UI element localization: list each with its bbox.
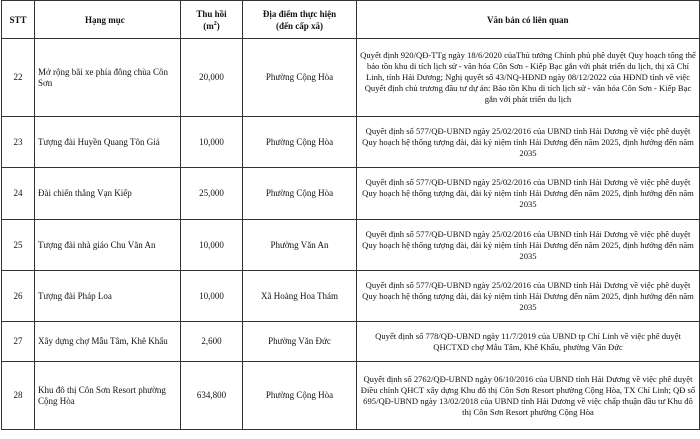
cell-van-ban: Quyết định số 778/QĐ-UBND ngày 11/7/2019 của UBND tp Chí Linh về việc phê duyệt QHCTXD chợ Mẫu Tâm, Khê Khẩu, phường Văn Đức xyxy=(357,322,700,362)
header-van-ban: Văn bản có liên quan xyxy=(357,1,700,39)
cell-stt: 24 xyxy=(2,168,35,220)
cell-hang-muc: Tượng đài Pháp Loa xyxy=(35,271,181,322)
cell-van-ban: Quyết định số 577/QĐ-UBND ngày 25/02/2016 của UBND tỉnh Hải Dương về việc phê duyệt Quy hoạch hệ thống tượng đài, đài kỷ niệm tỉnh Hải Dương đến năm 2025, định hướng đến năm 2035 xyxy=(357,220,700,271)
header-thu-hoi-unit: $(m^2)$ xyxy=(203,20,220,31)
cell-hang-muc: Mở rộng bãi xe phía đông chùa Côn Sơn xyxy=(35,39,181,117)
header-row xyxy=(2,1,700,39)
header-hang-muc: Hạng mục xyxy=(35,1,181,39)
table-row xyxy=(2,220,700,271)
land-recovery-table xyxy=(1,0,700,430)
cell-dia-diem: Phường Cộng Hòa xyxy=(243,168,357,220)
cell-thu-hoi: 10,000 xyxy=(181,220,243,271)
table-row xyxy=(2,322,700,362)
cell-dia-diem: Phường Văn An xyxy=(243,220,357,271)
cell-thu-hoi: 2,600 xyxy=(181,322,243,362)
header-dia-diem-sub: (đến cấp xã) xyxy=(276,20,323,31)
table-row xyxy=(2,271,700,322)
header-dia-diem-label: Địa điểm thực hiện xyxy=(262,8,337,19)
cell-stt: 27 xyxy=(2,322,35,362)
cell-dia-diem: Phường Văn Đức xyxy=(243,322,357,362)
cell-dia-diem: Phường Cộng Hòa xyxy=(243,117,357,168)
cell-dia-diem: Phường Cộng Hòa xyxy=(243,39,357,117)
cell-stt: 25 xyxy=(2,220,35,271)
cell-stt: 23 xyxy=(2,117,35,168)
header-dia-diem xyxy=(243,1,357,39)
table-row xyxy=(2,168,700,220)
cell-hang-muc: Đài chiến thắng Vạn Kiếp xyxy=(35,168,181,220)
cell-thu-hoi: 634,800 xyxy=(181,362,243,430)
cell-hang-muc: Tượng đài Huyền Quang Tôn Giả xyxy=(35,117,181,168)
cell-hang-muc: Tượng đài nhà giáo Chu Văn An xyxy=(35,220,181,271)
cell-thu-hoi: 10,000 xyxy=(181,271,243,322)
cell-stt: 22 xyxy=(2,39,35,117)
cell-stt: 26 xyxy=(2,271,35,322)
cell-thu-hoi: 20,000 xyxy=(181,39,243,117)
cell-hang-muc: Khu đô thị Côn Sơn Resort phường Cộng Hòa xyxy=(35,362,181,430)
table-row xyxy=(2,362,700,430)
header-stt: STT xyxy=(2,1,35,39)
table-row xyxy=(2,39,700,117)
cell-thu-hoi: 10,000 xyxy=(181,117,243,168)
header-thu-hoi-label: Thu hồi xyxy=(196,8,227,19)
cell-van-ban: Quyết định số 577/QĐ-UBND ngày 25/02/2016 của UBND tỉnh Hải Dương về việc phê duyệt Quy hoạch hệ thống tượng đài, đài kỷ niệm tỉnh Hải Dương đến năm 2025, định hướng đến năm 2035 xyxy=(357,271,700,322)
table-row xyxy=(2,117,700,168)
cell-dia-diem: Phường Cộng Hòa xyxy=(243,362,357,430)
cell-dia-diem: Xã Hoàng Hoa Thám xyxy=(243,271,357,322)
cell-van-ban: Quyết định số 577/QĐ-UBND ngày 25/02/2016 của UBND tỉnh Hải Dương về việc phê duyệt Quy hoạch hệ thống tượng đài, đài kỷ niệm tỉnh Hải Dương đến năm 2025, định hướng đến năm 2035 xyxy=(357,117,700,168)
cell-hang-muc: Xây dựng chợ Mẫu Tâm, Khê Khẩu xyxy=(35,322,181,362)
cell-thu-hoi: 25,000 xyxy=(181,168,243,220)
cell-van-ban: Quyết định 920/QĐ-TTg ngày 18/6/2020 củaThủ tướng Chính phủ phê duyệt Quy hoạch tổng thể bảo tồn khu di tích lịch sử - văn hóa Côn Sơn - Kiếp Bạc gắn với phát triển du lịch, thị xã Chí Linh, tỉnh Hải Dương; Nghị quyết số 43/NQ-HĐND ngày 08/12/2022 của HĐND tỉnh về việc Quyết định chủ trương đầu tư dự án: Bảo tồn Khu di tích lịch sử - văn hóa Côn Sơn - Kiếp Bạc gắn với phát triển du lịch xyxy=(357,39,700,117)
header-thu-hoi xyxy=(181,1,243,39)
cell-stt: 28 xyxy=(2,362,35,430)
cell-van-ban: Quyết định số 2762/QĐ-UBND ngày 06/10/2016 của UBND tỉnh Hải Dương về việc phê duyệt Điều chỉnh QHCT xây dựng Khu đô thị Côn Sơn Resort phường Cộng Hòa, TX Chí Linh; QĐ số 695/QĐ-UBND ngày 13/02/2018 của UBND tỉnh Hải Dương về việc chấp thuận đầu tư Khu đô thị Côn Sơn Resort phường Cộng Hòa xyxy=(357,362,700,430)
cell-van-ban: Quyết định số 577/QĐ-UBND ngày 25/02/2016 của UBND tỉnh Hải Dương về việc phê duyệt Quy hoạch hệ thống tượng đài, đài kỷ niệm tỉnh Hải Dương đến năm 2025, định hướng đến năm 2035 xyxy=(357,168,700,220)
